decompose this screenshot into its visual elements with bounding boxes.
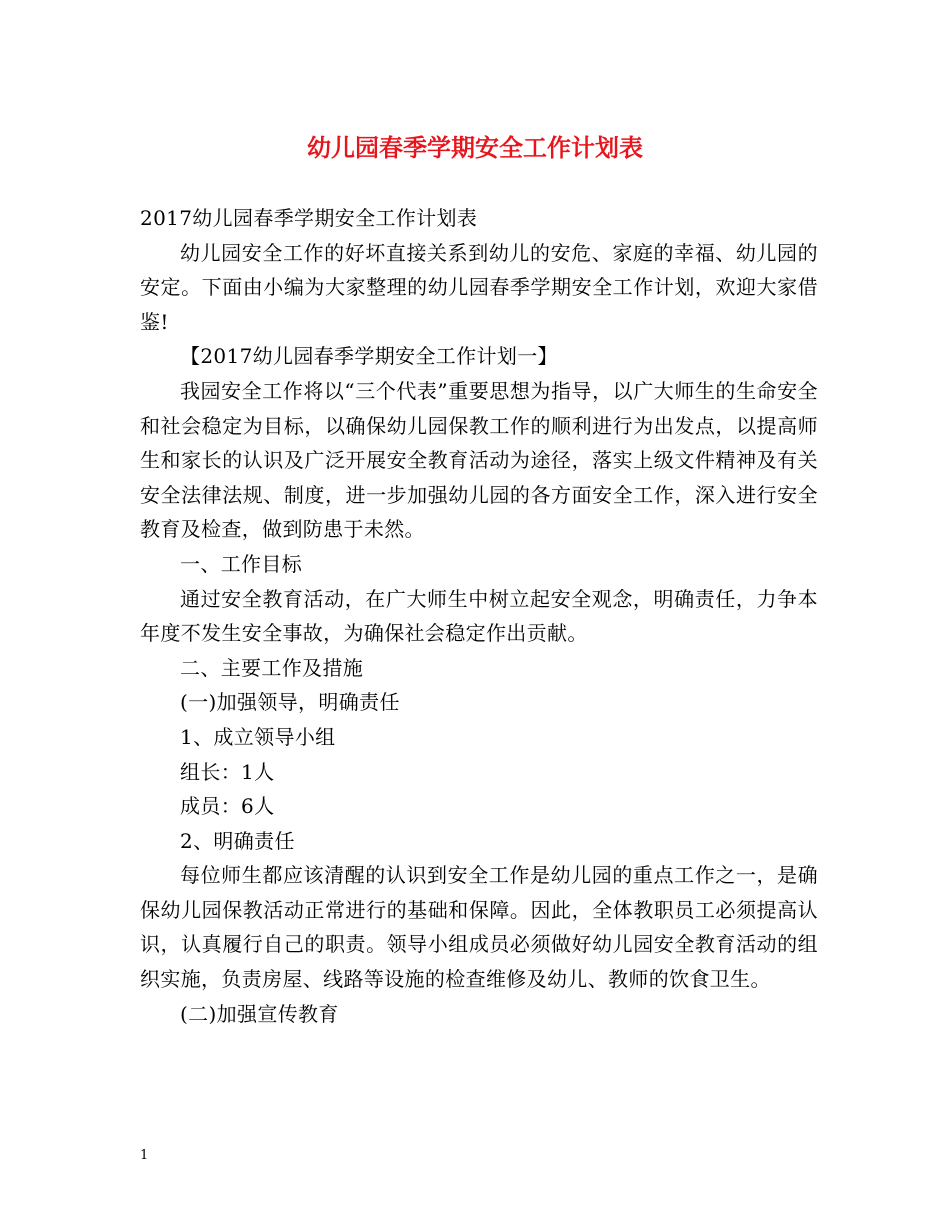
document-title: 幼儿园春季学期安全工作计划表 <box>307 133 643 162</box>
paragraph: 2、明确责任 <box>180 828 295 853</box>
paragraph: 每位师生都应该清醒的认识到安全工作是幼儿园的重点工作之一，是确保幼儿园保教活动正常进行的基础和保障。因此，全体教职员工必须提高认识，认真履行自己的职责。领导小组成员必须做好幼儿园安全教育活动的组织实施，负责房屋、线路等设施的检查维修及幼儿、教师的饮食卫生。 <box>140 863 818 992</box>
page-number: 1 <box>140 1148 149 1163</box>
paragraph: 我园安全工作将以“三个代表”重要思想为指导，以广大师生的生命安全和社会稳定为目标，以确保幼儿园保教工作的顺利进行为出发点，以提高师生和家长的认识及广泛开展安全教育活动为途径，落实上级文件精神及有关安全法律法规、制度，进一步加强幼儿园的各方面安全工作，深入进行安全教育及检查，做到防患于未然。 <box>140 378 818 542</box>
paragraph: (一)加强领导，明确责任 <box>180 690 400 715</box>
paragraph: 成员：6人 <box>180 794 275 819</box>
paragraph: 一、工作目标 <box>180 551 303 576</box>
paragraph: 通过安全教育活动，在广大师生中树立起安全观念，明确责任，力争本年度不发生安全事故，为确保社会稳定作出贡献。 <box>140 586 818 646</box>
paragraph: 【2017幼儿园春季学期安全工作计划一】 <box>180 344 558 369</box>
paragraph: 幼儿园安全工作的好坏直接关系到幼儿的安危、家庭的幸福、幼儿园的安定。下面由小编为大家整理的幼儿园春季学期安全工作计划，欢迎大家借鉴! <box>140 240 818 334</box>
paragraph: 二、主要工作及措施 <box>180 655 364 680</box>
paragraph: 组长：1人 <box>180 759 275 784</box>
document-body <box>140 201 818 1031</box>
paragraph: 2017幼儿园春季学期安全工作计划表 <box>140 206 478 230</box>
paragraph: 1、成立领导小组 <box>180 724 336 749</box>
paragraph: (二)加强宣传教育 <box>180 1001 339 1026</box>
